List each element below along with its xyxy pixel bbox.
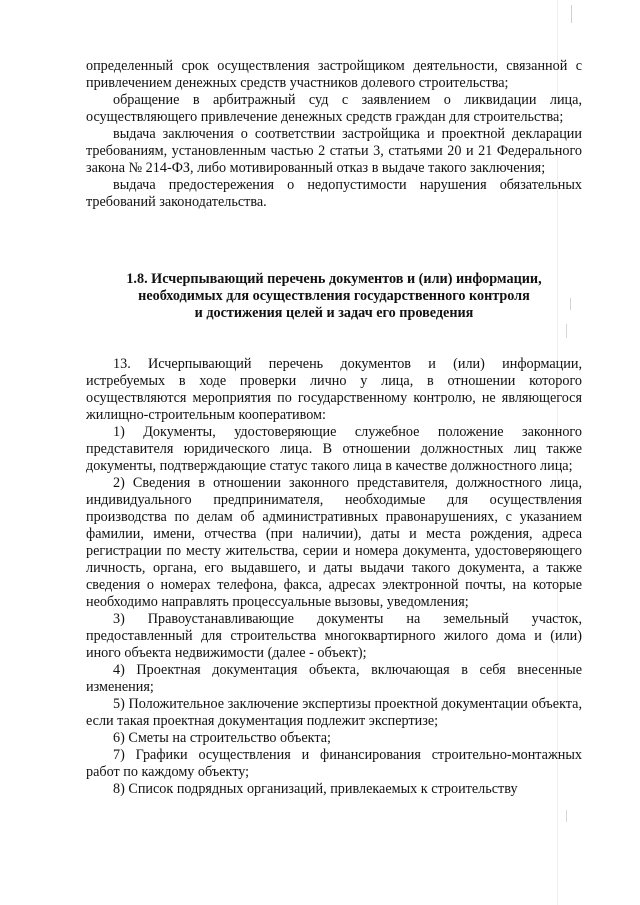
heading-line-1: 1.8. Исчерпывающий перечень документов и (или) информации, — [126, 271, 542, 287]
list-item-8: 8) Список подрядных организаций, привлекаемых к строительству — [113, 781, 518, 797]
paragraph-arbitration: обращение в арбитражный суд с заявлением о ликвидации лица, осуществляющего привлечение денежных средств граждан для строительства; — [86, 92, 582, 125]
scan-artifact-line — [557, 0, 558, 905]
paragraph-13: 13. Исчерпывающий перечень документов и (или) информации, истребуемых в ходе проверки лично у лица, в отношении которого осуществляются мероприятия по государственному контролю, не являющегося жилищно-строительным кооперативом: — [86, 356, 582, 423]
heading-line-2: необходимых для осуществления государственного контроля — [138, 288, 530, 304]
list-item-6: 6) Сметы на строительство объекта; — [113, 730, 331, 746]
paragraph-warning: выдача предостережения о недопустимости нарушения обязательных требований законодательства. — [86, 177, 582, 210]
list-item-3: 3) Правоустанавливающие документы на земельный участок, предоставленный для строительства многоквартирного жилого дома и (или) иного объекта недвижимости (далее - объект); — [86, 611, 582, 661]
scan-artifact-mark — [570, 298, 571, 310]
scan-artifact-mark — [566, 810, 567, 822]
scan-artifact-mark — [571, 5, 572, 23]
list-item-5: 5) Положительное заключение экспертизы проектной документации объекта, если такая проектная документация подлежит экспертизе; — [86, 696, 582, 729]
heading-line-3: и достижения целей и задач его проведения — [194, 305, 474, 321]
body-text-block — [86, 356, 582, 798]
scan-artifact-mark — [566, 324, 567, 338]
list-item-2: 2) Сведения в отношении законного представителя, должностного лица, индивидуального предпринимателя, необходимые для осуществления производства по делам об административных правонарушениях, с указанием фамилии, имени, отчества (при наличии), даты и места рождения, адреса регистрации по месту жительства, серии и номера документа, удостоверяющего личность, органа, его выдавшего, и даты выдачи такого документа, а также сведения о номерах телефона, факса, адресах электронной почты, на которые необходимо направлять процессуальные вызовы, уведомления; — [86, 475, 582, 610]
list-item-4: 4) Проектная документация объекта, включающая в себя внесенные изменения; — [86, 662, 582, 695]
section-heading — [86, 271, 582, 322]
top-text-block — [86, 58, 582, 211]
list-item-1: 1) Документы, удостоверяющие служебное положение законного представителя юридического лица. В отношении должностных лиц также документы, подтверждающие статус такого лица в качестве должностного лица; — [86, 424, 582, 474]
list-item-7: 7) Графики осуществления и финансирования строительно-монтажных работ по каждому объекту; — [86, 747, 582, 780]
paragraph-conclusion: выдача заключения о соответствии застройщика и проектной декларации требованиям, установленным частью 2 статьи 3, статьями 20 и 21 Федерального закона № 214-ФЗ, либо мотивированный отказ в выдаче такого заключения; — [86, 126, 582, 176]
paragraph-term-continuation: определенный срок осуществления застройщиком деятельности, связанной с привлечением денежных средств участников долевого строительства; — [86, 58, 582, 91]
